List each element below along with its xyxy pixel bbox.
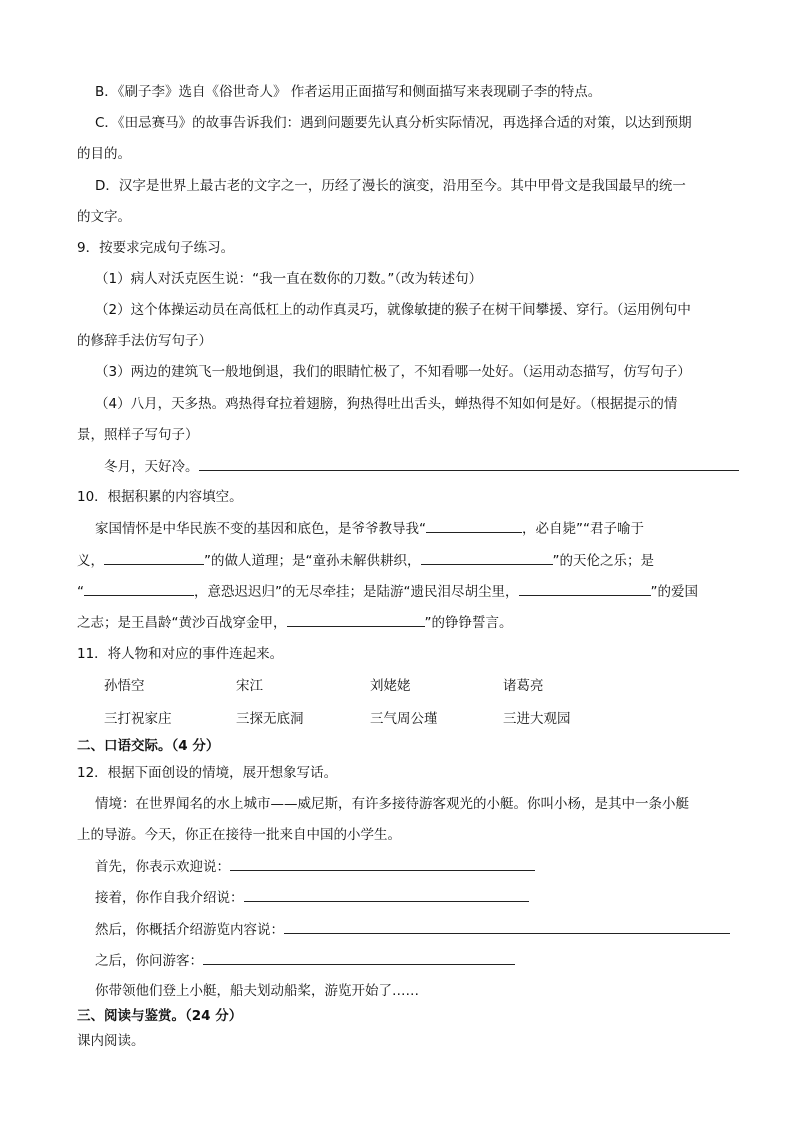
answer-blank[interactable] [284,919,730,934]
event-item[interactable]: 三进大观园 [503,711,571,727]
q12-prompt-4 [95,950,515,971]
q9-item-4-prompt [104,456,739,477]
fill-blank[interactable] [287,612,425,627]
q12-context-line2: 上的导游。今天，你正在接待一批来自中国的小学生。 [77,827,401,843]
q9-item-3: （3）两边的建筑飞一般地倒退，我们的眼睛忙极了，不知看哪一处好。（运用动态描写，仿写句子） [95,364,691,380]
answer-blank[interactable] [203,950,515,965]
q12-context-line1: 情境：在世界闻名的水上城市——威尼斯，有许多接待游客观光的小艇。你叫小杨，是其中一条小艇 [95,796,689,812]
answer-blank[interactable] [244,887,529,902]
option-c-line1: C．《田忌赛马》的故事告诉我们：遇到问题要先认真分析实际情况，再选择合适的对策，以达到预期 [95,115,692,131]
q12-prompt-text: 之后，你问游客： [95,953,203,969]
q9-item-1: （1）病人对沃克医生说：“我一直在数你的刀数。”（改为转述句） [95,271,483,287]
option-d-line1: D．汉字是世界上最古老的文字之一，历经了漫长的演变，沿用至今。其中甲骨文是我国最早的统一 [95,178,686,194]
person-item[interactable]: 诸葛亮 [503,678,544,694]
q10-text: 义， [77,553,104,569]
q10-text: ”的铮铮誓言。 [424,615,513,631]
section-3-heading: 三、阅读与鉴赏。（24 分） [77,1008,243,1024]
option-c-line2: 的目的。 [77,146,131,162]
question-12-title: 12．根据下面创设的情境，展开想象写话。 [77,765,338,781]
option-b: B．《刷子李》选自《俗世奇人》 作者运用正面描写和侧面描写来表现刷子李的特点。 [95,84,602,100]
answer-blank[interactable] [230,856,535,871]
q9-item-2-line1: （2）这个体操运动员在高低杠上的动作真灵巧，就像敏捷的猴子在树干间攀援、穿行。（运用例句中 [95,302,691,318]
q10-line1 [95,518,644,539]
q10-text: ，意恐迟迟归”的无尽牵挂；是陆游“遗民泪尽胡尘里， [194,584,519,600]
option-d-line2: 的文字。 [77,209,131,225]
q10-text: ”的天伦之乐；是 [552,553,654,569]
q12-prompt-2 [95,887,529,908]
q12-prompt-text: 接着，你作自我介绍说： [95,890,244,906]
person-item[interactable]: 孙悟空 [104,678,145,694]
q9-item-4-line1: （4）八月，天多热。鸡热得耷拉着翅膀，狗热得吐出舌头，蝉热得不知如何是好。（根据提示的情 [95,396,678,412]
fill-blank[interactable] [421,550,553,565]
q12-prompt-1 [95,856,535,877]
q9-item-4-prompt-text: 冬月，天好冷。 [104,459,199,475]
question-10-title: 10．根据积累的内容填空。 [77,489,243,505]
q12-prompt-text: 首先，你表示欢迎说： [95,859,230,875]
section-3-subheading: 课内阅读。 [77,1033,145,1049]
event-item[interactable]: 三气周公瑾 [370,711,438,727]
q10-text: ，必自毙”“君子喻于 [522,521,644,537]
person-item[interactable]: 刘姥姥 [370,678,411,694]
fill-blank[interactable] [426,518,522,533]
q12-prompt-3 [95,919,730,940]
person-item[interactable]: 宋江 [236,678,263,694]
fill-blank[interactable] [519,581,651,596]
event-item[interactable]: 三探无底洞 [236,711,304,727]
q12-prompt-text: 然后，你概括介绍游览内容说： [95,922,284,938]
q12-closing: 你带领他们登上小艇，船夫划动船桨，游览开始了…… [95,983,419,999]
q10-line4 [77,612,513,633]
answer-blank[interactable] [199,456,739,471]
question-9-title: 9．按要求完成句子练习。 [77,240,235,256]
q10-text: ”的做人道理；是“童孙未解供耕织， [204,553,421,569]
q9-item-2-line2: 的修辞手法仿写句子） [77,333,212,349]
q10-text: 家国情怀是中华民族不变的基因和底色，是爷爷教导我“ [95,521,426,537]
q10-line3 [77,581,698,602]
event-item[interactable]: 三打祝家庄 [104,711,172,727]
q10-text: “ [77,584,84,600]
fill-blank[interactable] [84,581,194,596]
fill-blank[interactable] [104,550,204,565]
section-2-heading: 二、口语交际。（4 分） [77,738,220,754]
q10-text: 之志；是王昌龄“黄沙百战穿金甲， [77,615,287,631]
question-11-title: 11．将人物和对应的事件连起来。 [77,646,284,662]
q9-item-4-line2: 景，照样子写句子） [77,427,199,443]
q10-line2 [77,550,654,571]
q10-text: ”的爱国 [650,584,698,600]
